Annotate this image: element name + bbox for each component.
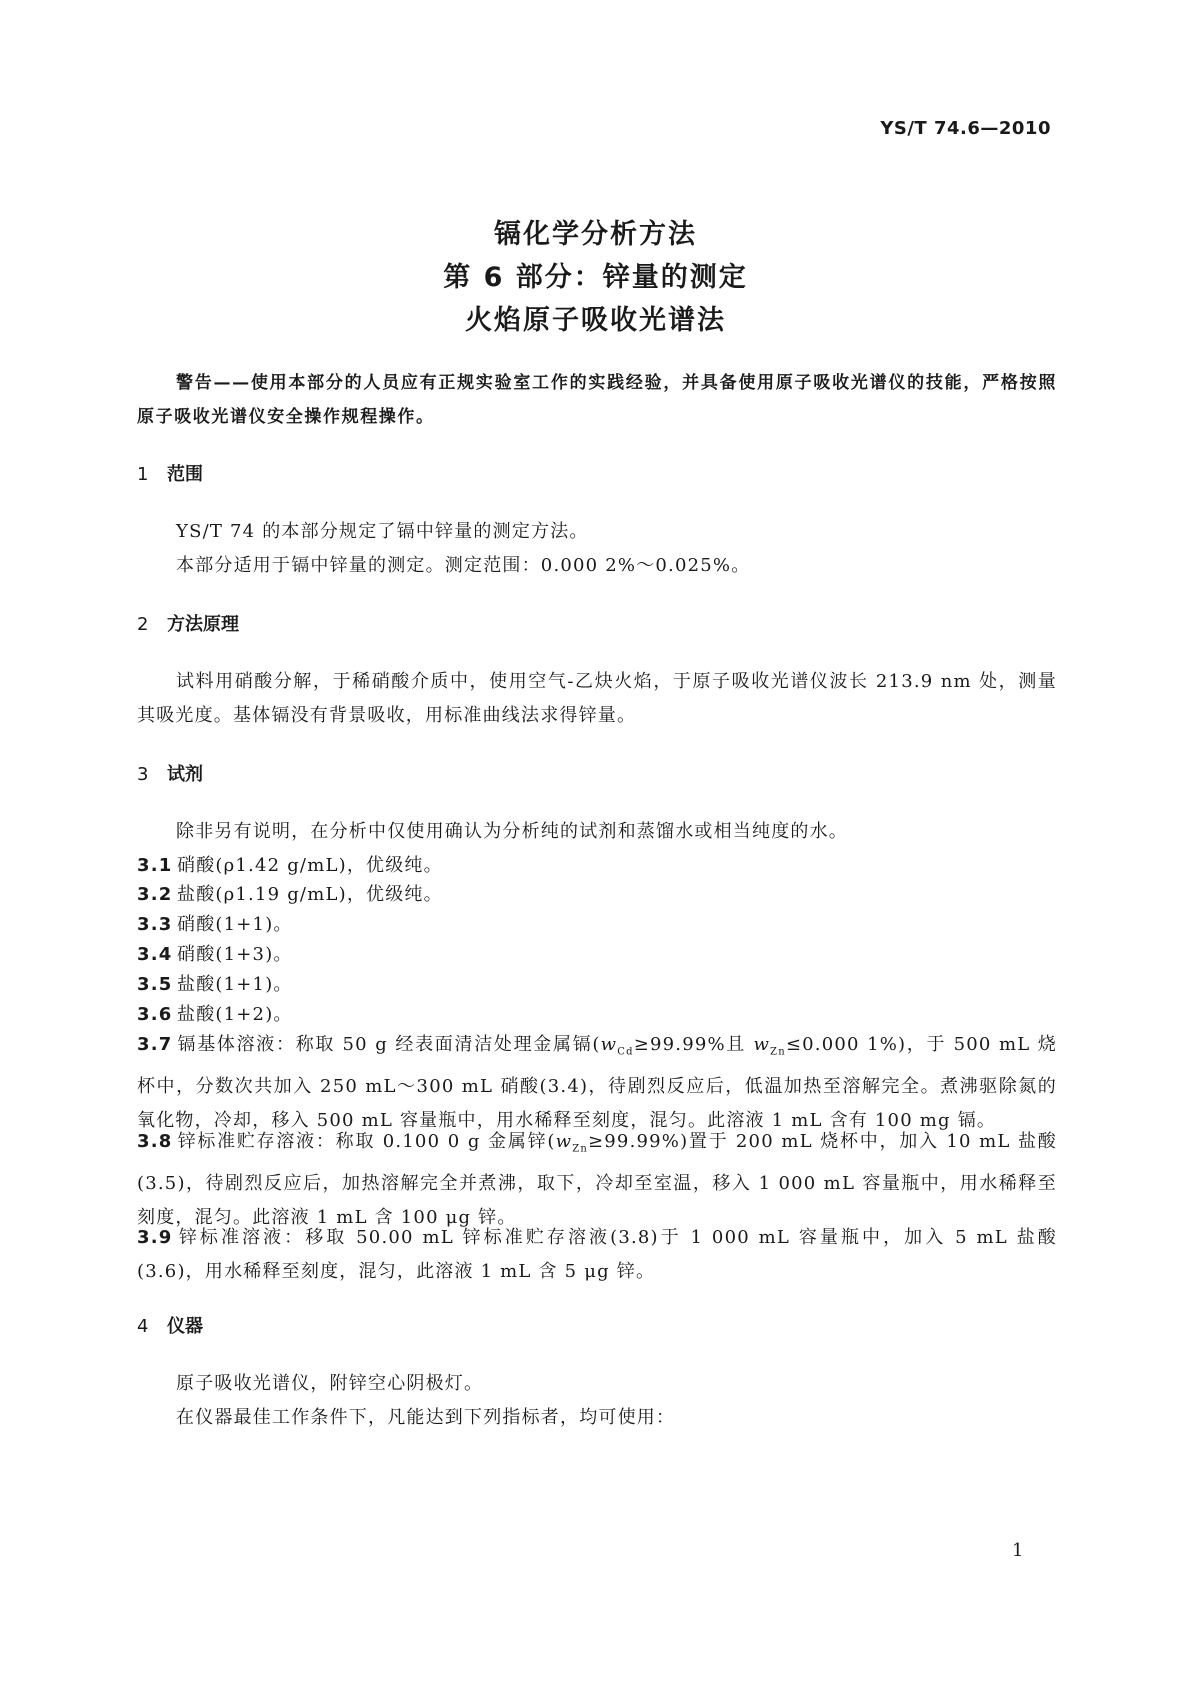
item-text: 硝酸(1+1)。 <box>177 914 293 935</box>
reagent-item <box>137 998 1057 1032</box>
reagent-item <box>137 908 1057 942</box>
item-text: ≥99.99%且 <box>633 1034 754 1055</box>
section-number: 2 <box>137 614 149 635</box>
item-number: 3.2 <box>137 884 173 905</box>
section-1-paragraph: YS/T 74 的本部分规定了镉中锌量的测定方法。 <box>176 521 589 542</box>
subscript: Zn <box>770 1046 786 1058</box>
reagent-item-3-7 <box>137 1028 1057 1138</box>
item-number: 3.7 <box>137 1034 173 1055</box>
item-text: ≤0.000 1%)，于 500 mL 烧杯中，分数次共加入 250 mL～300 mL 硝酸(3.4)，待剧烈反应后，低温加热至溶解完全。煮沸驱除氮的氧化物，冷却，移入 500 mL 容量瓶中，用水稀释至刻度，混匀。此溶液 1 mL 含有 100 mg 镉。 <box>137 1034 1057 1131</box>
item-text: ≥99.99%)置于 200 mL 烧杯中，加入 10 mL 盐酸(3.5)，待剧烈反应后，加热溶解完全并煮沸，取下，冷却至室温，移入 1 000 mL 容量瓶中，用水稀释至刻度，混匀。此溶液 1 mL 含 100 μg 锌。 <box>137 1131 1057 1228</box>
section-number: 4 <box>137 1316 149 1337</box>
reagent-item-3-9 <box>137 1221 1057 1289</box>
warning-paragraph: 警告——使用本部分的人员应有正规实验室工作的实践经验，并具备使用原子吸收光谱仪的技能，严格按照原子吸收光谱仪安全操作规程操作。 <box>137 373 1057 427</box>
section-title: 仪器 <box>167 1316 203 1337</box>
doc-title-line1: 镉化学分析方法 <box>494 219 697 250</box>
doc-title-line2: 第 6 部分：锌量的测定 <box>443 262 748 293</box>
section-3-intro: 除非另有说明，在分析中仅使用确认为分析纯的试剂和蒸馏水或相当纯度的水。 <box>176 821 848 842</box>
item-text: 盐酸(1+2)。 <box>177 1004 293 1025</box>
item-number: 3.3 <box>137 914 173 935</box>
item-text: 盐酸(ρ1.19 g/mL)，优级纯。 <box>177 884 443 905</box>
mass-fraction-symbol: w <box>600 1034 618 1055</box>
item-number: 3.1 <box>137 855 173 876</box>
section-1-heading <box>137 460 203 486</box>
item-number: 3.6 <box>137 1004 173 1025</box>
section-title: 方法原理 <box>167 614 239 635</box>
section-number: 1 <box>137 464 149 485</box>
reagent-item <box>137 938 1057 972</box>
subscript: Cd <box>617 1046 634 1058</box>
standard-number: YS/T 74.6—2010 <box>880 118 1051 139</box>
item-text: 锌标准溶液：移取 50.00 mL 锌标准贮存溶液(3.8)于 1 000 mL 容量瓶中，加入 5 mL 盐酸(3.6)，用水稀释至刻度，混匀，此溶液 1 mL 含 5 μg 锌。 <box>137 1227 1057 1282</box>
doc-title-line3: 火焰原子吸收光谱法 <box>465 305 726 336</box>
item-number: 3.4 <box>137 944 173 965</box>
section-4-heading <box>137 1312 203 1338</box>
page-number: 1 <box>1012 1540 1024 1561</box>
item-text: 硝酸(ρ1.42 g/mL)，优级纯。 <box>177 855 443 876</box>
section-1-paragraph: 本部分适用于镉中锌量的测定。测定范围：0.000 2%～0.025%。 <box>176 555 751 576</box>
subscript: Zn <box>572 1143 588 1155</box>
section-4-paragraph: 在仪器最佳工作条件下，凡能达到下列指标者，均可使用： <box>176 1407 676 1428</box>
item-number: 3.8 <box>137 1131 173 1152</box>
item-number: 3.9 <box>137 1227 173 1248</box>
item-text: 硝酸(1+3)。 <box>177 944 293 965</box>
item-text: 盐酸(1+1)。 <box>177 974 293 995</box>
section-4-paragraph: 原子吸收光谱仪，附锌空心阴极灯。 <box>176 1373 484 1394</box>
item-text: 镉基体溶液：称取 50 g 经表面清洁处理金属镉( <box>177 1034 601 1055</box>
section-2-heading <box>137 610 239 636</box>
section-3-heading <box>137 760 203 786</box>
section-number: 3 <box>137 764 149 785</box>
item-number: 3.5 <box>137 974 173 995</box>
section-2-paragraph: 试料用硝酸分解，于稀硝酸介质中，使用空气-乙炔火焰，于原子吸收光谱仪波长 213.9 nm 处，测量其吸光度。基体镉没有背景吸收，用标准曲线法求得锌量。 <box>137 671 1057 726</box>
mass-fraction-symbol: w <box>753 1034 771 1055</box>
reagent-item-3-8 <box>137 1125 1057 1235</box>
section-title: 范围 <box>167 464 203 485</box>
reagent-item <box>137 878 1057 912</box>
section-title: 试剂 <box>167 764 203 785</box>
mass-fraction-symbol: w <box>555 1131 573 1152</box>
reagent-item <box>137 968 1057 1002</box>
item-text: 锌标准贮存溶液：称取 0.100 0 g 金属锌( <box>177 1131 556 1152</box>
